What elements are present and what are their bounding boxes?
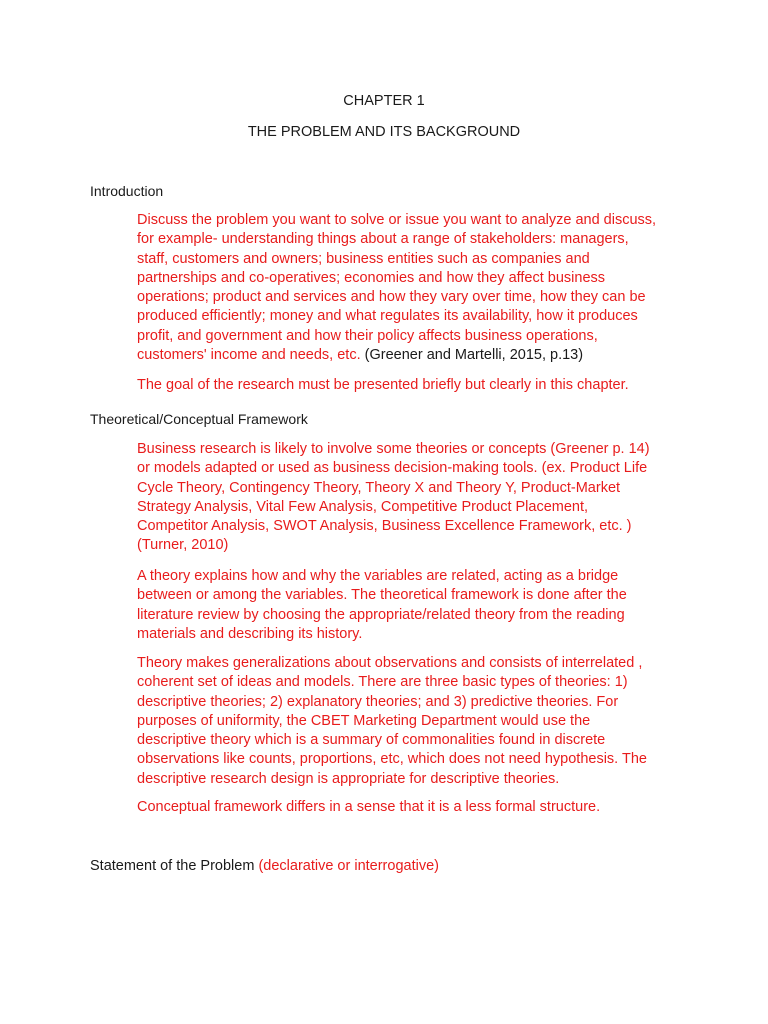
section-heading-framework: Theoretical/Conceptual Framework — [90, 411, 308, 427]
text-line: materials and describing its history. — [137, 625, 363, 642]
text-line: for example- understanding things about a range of stakeholders: managers, — [137, 231, 629, 248]
text-line: A theory explains how and why the variables are related, acting as a bridge — [137, 568, 619, 584]
text-line: Competitor Analysis, SWOT Analysis, Business Excellence Framework, etc. ) — [137, 518, 632, 535]
section-heading-introduction: Introduction — [90, 183, 164, 199]
text-line: Cycle Theory, Contingency Theory, Theory X and Theory Y, Product-Market — [137, 479, 621, 496]
text-line: coherent set of ideas and models. There are three basic types of theories: 1) — [137, 674, 628, 691]
text-line: The goal of the research must be presented briefly but clearly in this chapter. — [137, 377, 629, 393]
red-text: customers' income and needs, etc. — [137, 347, 361, 364]
chapter-number: CHAPTER 1 — [343, 93, 425, 109]
introduction-paragraph-1 — [137, 211, 697, 365]
text-line: literature review by choosing the appropriate/related theory from the reading — [137, 606, 625, 623]
framework-paragraph-2 — [137, 567, 697, 644]
text-line: descriptive theories; 2) explanatory theories; and 3) predictive theories. For — [137, 693, 619, 710]
citation: (Greener and Martelli, 2015, p.13) — [360, 347, 584, 364]
statement-note: (declarative or interrogative) — [258, 858, 439, 874]
framework-paragraph-4 — [137, 798, 697, 817]
text-line: Business research is likely to involve some theories or concepts (Greener p. 14) — [137, 441, 650, 457]
text-line: observations like counts, proportions, etc, which does not need hypothesis. The — [137, 751, 647, 768]
text-line: descriptive theory which is a summary of commonalities found in discrete — [137, 732, 606, 749]
text-line: purposes of uniformity, the CBET Marketing Department would use the — [137, 712, 591, 729]
text-line — [137, 346, 697, 365]
introduction-paragraph-2 — [137, 376, 697, 395]
text-line: Strategy Analysis, Vital Few Analysis, Competitive Product Placement, — [137, 498, 589, 515]
text-line: Theory makes generalizations about observations and consists of interrelated , — [137, 655, 643, 671]
section-heading-statement — [90, 858, 439, 874]
statement-heading-text: Statement of the Problem — [90, 858, 259, 874]
text-line: (Turner, 2010) — [137, 537, 229, 554]
text-line: staff, customers and owners; business entities such as companies and — [137, 250, 590, 267]
framework-paragraph-3 — [137, 654, 697, 789]
text-line: operations; product and services and how they vary over time, how they can be — [137, 289, 646, 306]
text-line: or models adapted or used as business decision-making tools. (ex. Product Life — [137, 460, 648, 477]
chapter-title: THE PROBLEM AND ITS BACKGROUND — [247, 124, 521, 140]
text-line: Conceptual framework differs in a sense that it is a less formal structure. — [137, 799, 601, 815]
text-line: Discuss the problem you want to solve or issue you want to analyze and discuss, — [137, 212, 657, 228]
text-line: profit, and government and how their policy affects business operations, — [137, 327, 598, 344]
text-line: partnerships and co-operatives; economies and how they affect business — [137, 269, 606, 286]
text-line: descriptive research design is appropriate for descriptive theories. — [137, 770, 560, 787]
text-line: produced efficiently; money and what regulates its availability, how it produces — [137, 308, 638, 325]
framework-paragraph-1 — [137, 440, 697, 556]
text-line: between or among the variables. The theoretical framework is done after the — [137, 587, 627, 604]
